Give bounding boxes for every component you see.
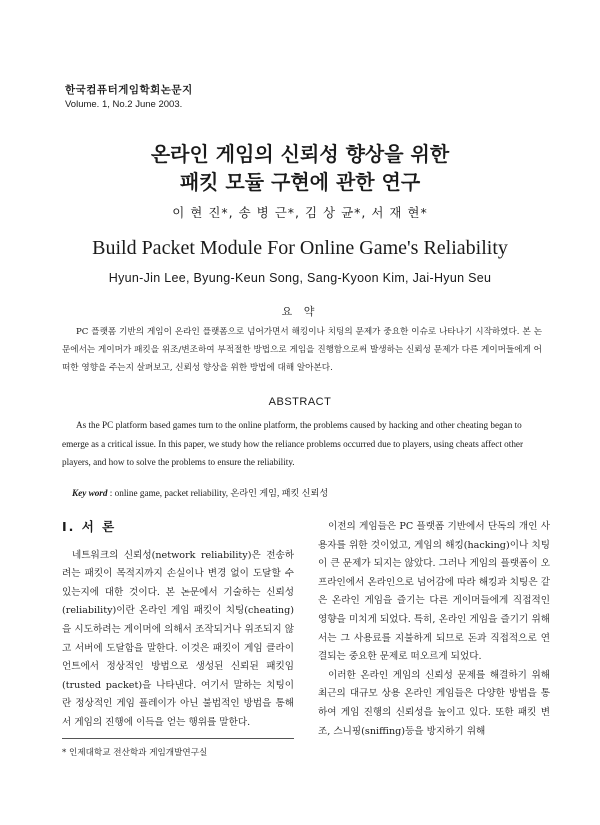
section-heading: Ⅰ. 서 론 [62, 519, 117, 534]
body-paragraph: 네트워크의 신뢰성(network reliability)은 전송하려는 패킷이 목적지까지 손실이나 변경 없이 도달할 수 있는지에 대한 것이다. 본 논문에서 기술하는 신뢰성(reliability)이란 온라인 게임 패킷이 치팅(cheating)을 시도하려는 게이머에 의해서 조작되거나 위조되지 않고 서버에 도달함을 말한다. 이것은 패킷이 게임 클라이언트에서 정상적인 방법으로 생성된 신뢰된 패킷임(trusted packet)을 나타낸다. 여기서 말하는 치팅이란 정상적인 게임 플레이가 아닌 불법적인 방법을 통해서 게임의 진행에 이득을 얻는 행위를 말한다. [62, 549, 294, 728]
abstract-ko [62, 323, 542, 377]
abstract-en [62, 416, 542, 472]
journal-name: 한국컴퓨터게임학회논문지 [65, 84, 193, 96]
keywords-text: : online game, packet reliability, 온라인 게임, 패킷 신뢰성 [109, 488, 329, 498]
abstract-ko-text: PC 플랫폼 기반의 게임이 온라인 플랫폼으로 넘어가면서 해킹이나 치팅의 문제가 중요한 이슈로 나타나기 시작하였다. 본 논문에서는 게이머가 패킷을 위조/변조하여 부적절한 방법으로 게임을 진행함으로써 발생하는 신뢰성 문제가 다른 게이머들에게 어떠한 영향을 주는지 살펴보고, 신뢰성 향상을 위한 방법에 대해 알아본다. [62, 327, 542, 373]
journal-header [65, 82, 193, 110]
journal-volume: Volume. 1, No.2 June 2003. [65, 99, 183, 110]
authors-en: Hyun-Jin Lee, Byung-Keun Song, Sang-Kyoon Kim, Jai-Hyun Seu [108, 271, 492, 285]
title-ko-line2: 패킷 모듈 구현에 관한 연구 [179, 170, 421, 194]
title-en: Build Packet Module For Online Game's Reliability [92, 237, 508, 259]
abstract-ko-heading: 요 약 [281, 305, 319, 318]
body-paragraph: 이전의 게임들은 PC 플랫폼 기반에서 단독의 개인 사용자를 위한 것이었고, 게임의 해킹(hacking)이나 치팅이 큰 문제가 되지는 않았다. 그러나 게임의 플랫폼이 오프라인에서 온라인으로 넘어감에 따라 해킹과 치팅은 같은 온라인 게임을 즐기는 다른 게이머들에게 직접적인 영향을 미치게 되었다. 특히, 온라인 게임을 즐기기 위해서는 그 사용료를 지불하게 되므로 돈과 직접적으로 연결되는 중요한 문제로 떠오르게 되었다. [318, 521, 550, 663]
column-right [318, 518, 550, 741]
abstract-en-text: As the PC platform based games turn to the online platform, the problems caused by hacking and other cheating began to emerge as a critical issue. In this paper, we study how the reliance problems occurred due to players, using cheats affect other players, and how to solve the problems to ensure the reliability. [62, 420, 524, 467]
title-ko-line1: 온라인 게임의 신뢰성 향상을 위한 [150, 142, 450, 166]
abstract-en-heading: ABSTRACT [268, 396, 332, 408]
authors-ko: 이 현 진*, 송 병 근*, 김 상 균*, 서 재 현* [172, 205, 428, 220]
body-paragraph: 이러한 온라인 게임의 신뢰성 문제를 해결하기 위해 최근의 대규모 상용 온라인 게임들은 다양한 방법을 통하여 게임 진행의 신뢰성을 높이고 있다. 또한 패킷 변조, 스니핑(sniffing)등을 방지하기 위해 [318, 669, 550, 737]
column-left [62, 518, 294, 733]
keywords-label: Key word [72, 488, 108, 498]
footnote: * 인제대학교 전산학과 게임개발연구실 [62, 748, 208, 758]
keywords [72, 485, 328, 499]
footnote-rule [62, 738, 294, 739]
